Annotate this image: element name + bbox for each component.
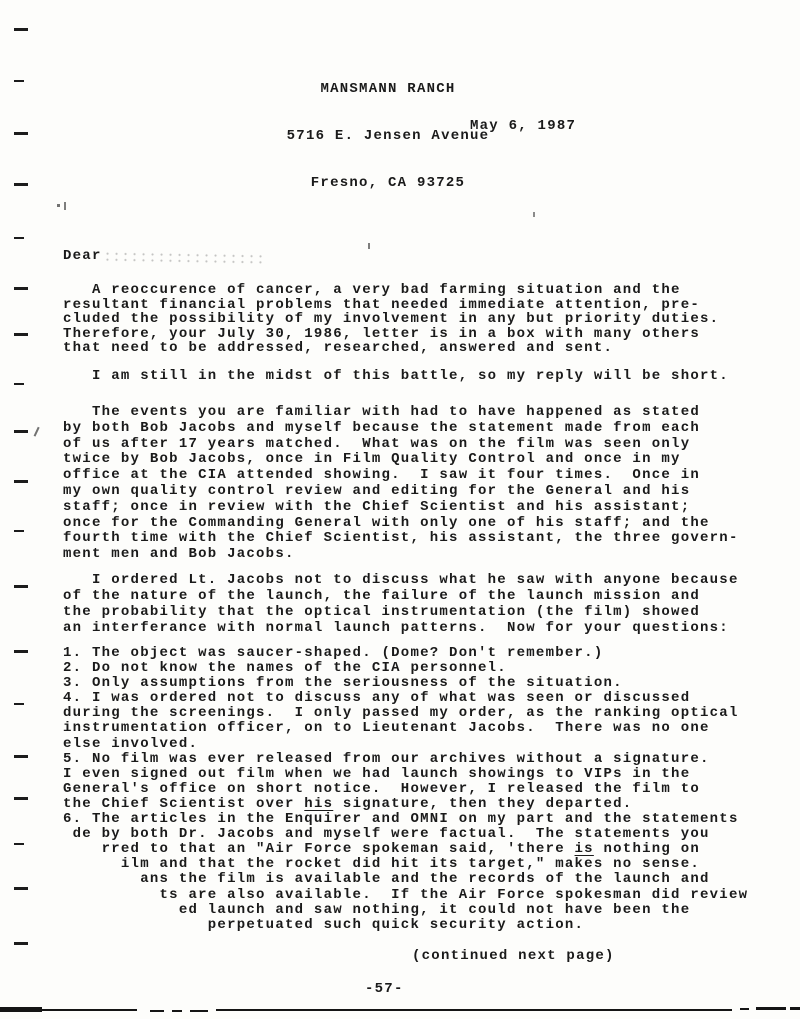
text-line: once for the Commanding General with only one of his staff; and the bbox=[63, 514, 710, 531]
text-line: 6. The articles in the Enquirer and OMNI on my part and the statements bbox=[63, 811, 739, 828]
margin-tick-mark bbox=[14, 530, 24, 532]
letterhead bbox=[238, 50, 538, 223]
text-line: I ordered Lt. Jacobs not to discuss what he saw with anyone because bbox=[63, 572, 739, 588]
margin-tick-mark bbox=[14, 183, 28, 186]
margin-tick-mark bbox=[14, 333, 28, 336]
text-line: that need to be addressed, researched, answered and sent. bbox=[63, 340, 614, 356]
margin-tick-mark bbox=[14, 80, 24, 82]
bottom-scan-line bbox=[790, 1007, 800, 1010]
text-line: my own quality control review and editing for the General and his bbox=[63, 482, 691, 499]
margin-tick-mark bbox=[14, 887, 28, 890]
paragraph-orders bbox=[63, 572, 739, 636]
text-line: instrumentation officer, on to Lieutenant Jacobs. There was no one bbox=[63, 720, 710, 737]
text-line: de by both Dr. Jacobs and myself were factual. The statements you bbox=[63, 826, 710, 843]
text-line: of us after 17 years matched. What was on the film was seen only bbox=[63, 435, 691, 452]
text-line: I am still in the midst of this battle, so my reply will be short. bbox=[63, 368, 729, 384]
text-line: Therefore, your July 30, 1986, letter is in a box with many others bbox=[63, 325, 700, 342]
continuation-note: (continued next page) bbox=[412, 948, 615, 964]
margin-tick-mark bbox=[14, 755, 28, 758]
stray-ink-mark bbox=[64, 202, 66, 210]
margin-tick-mark bbox=[14, 480, 28, 483]
paragraph-intro bbox=[63, 283, 719, 356]
text-line: perpetuated such quick security action. bbox=[63, 916, 585, 933]
text-line: 2. Do not know the names of the CIA personnel. bbox=[63, 660, 507, 677]
bottom-scan-line bbox=[756, 1007, 786, 1010]
text-line: of the nature of the launch, the failure of the launch mission and bbox=[63, 588, 700, 604]
bottom-scan-line bbox=[0, 1007, 42, 1012]
margin-tick-mark bbox=[14, 703, 24, 705]
stray-ink-mark bbox=[533, 212, 535, 217]
text-line: General's office on short notice. However, I released the film to bbox=[63, 780, 700, 797]
stray-ink-dot bbox=[57, 204, 60, 207]
margin-tick-mark bbox=[14, 287, 28, 290]
numbered-answers-list bbox=[63, 646, 748, 933]
text-line: staff; once in review with the Chief Scientist and his assistant; bbox=[63, 498, 691, 515]
erased-recipient-name bbox=[103, 251, 265, 265]
margin-tick-mark bbox=[14, 237, 24, 239]
letterhead-address-line-2: Fresno, CA 93725 bbox=[310, 175, 466, 191]
bottom-scan-line bbox=[190, 1010, 208, 1012]
text-line: The events you are familiar with had to have happened as stated bbox=[63, 404, 700, 420]
text-line: office at the CIA attended showing. I saw it four times. Once in bbox=[63, 467, 700, 484]
text-line: ment men and Bob Jacobs. bbox=[63, 546, 295, 563]
salutation: Dear bbox=[63, 248, 102, 264]
margin-scribble-mark bbox=[26, 423, 39, 436]
text-line: 5. No film was ever released from our archives without a signature. bbox=[63, 750, 710, 767]
text-line: cluded the possibility of my involvement in any but priority duties. bbox=[63, 311, 720, 327]
text-line: 1. The object was saucer-shaped. (Dome? Don't remember.) bbox=[63, 645, 604, 661]
text-line: during the screenings. I only passed my order, as the ranking optical bbox=[63, 705, 739, 722]
page-number: -57- bbox=[365, 981, 404, 997]
margin-tick-mark bbox=[14, 843, 24, 845]
date-line: May 6, 1987 bbox=[470, 118, 577, 134]
bottom-scan-line bbox=[740, 1008, 749, 1010]
bottom-scan-line bbox=[42, 1009, 137, 1011]
margin-tick-mark bbox=[14, 383, 24, 385]
text-line: ed launch and saw nothing, it could not have been the bbox=[63, 901, 691, 918]
paragraph-battle bbox=[63, 369, 729, 384]
text-line: twice by Bob Jacobs, once in Film Quality Control and once in my bbox=[63, 451, 681, 468]
text-line: I even signed out film when we had launch showings to VIPs in the bbox=[63, 765, 691, 782]
paragraph-events bbox=[63, 405, 739, 563]
margin-tick-mark bbox=[14, 28, 28, 31]
letterhead-address-line-1: 5716 E. Jensen Avenue bbox=[286, 128, 490, 144]
text-line: 3. Only assumptions from the seriousness of the situation. bbox=[63, 675, 623, 692]
margin-tick-mark bbox=[14, 585, 28, 588]
text-line: the probability that the optical instrumentation (the film) showed bbox=[63, 604, 700, 620]
text-line: the Chief Scientist over his signature, then they departed. bbox=[63, 795, 633, 812]
text-line: 4. I was ordered not to discuss any of what was seen or discussed bbox=[63, 690, 691, 707]
text-line: fourth time with the Chief Scientist, his assistant, the three govern- bbox=[63, 530, 739, 547]
margin-tick-mark bbox=[14, 650, 28, 653]
margin-tick-mark bbox=[14, 942, 28, 945]
text-line: ts are also available. If the Air Force spokesman did review bbox=[63, 886, 749, 903]
text-line: by both Bob Jacobs and myself because the statement made from each bbox=[63, 419, 700, 436]
text-line: else involved. bbox=[63, 735, 199, 752]
letterhead-name: MANSMANN RANCH bbox=[320, 81, 456, 97]
bottom-scan-line bbox=[172, 1010, 182, 1012]
margin-tick-mark bbox=[14, 797, 28, 800]
text-line: ilm and that the rocket did hit its target," makes no sense. bbox=[63, 856, 700, 873]
bottom-scan-line bbox=[216, 1009, 732, 1011]
stray-ink-mark bbox=[368, 243, 370, 249]
bottom-scan-line bbox=[150, 1010, 164, 1012]
text-line: ans the film is available and the records of the launch and bbox=[63, 871, 710, 888]
text-line: an interferance with normal launch patterns. Now for your questions: bbox=[63, 620, 729, 636]
margin-tick-mark bbox=[14, 132, 28, 135]
text-line: A reoccurence of cancer, a very bad farming situation and the bbox=[63, 282, 681, 298]
text-line: resultant financial problems that needed immediate attention, pre- bbox=[63, 296, 700, 313]
text-line: rred to that an "Air Force spokeman said, 'there is nothing on bbox=[63, 841, 701, 858]
